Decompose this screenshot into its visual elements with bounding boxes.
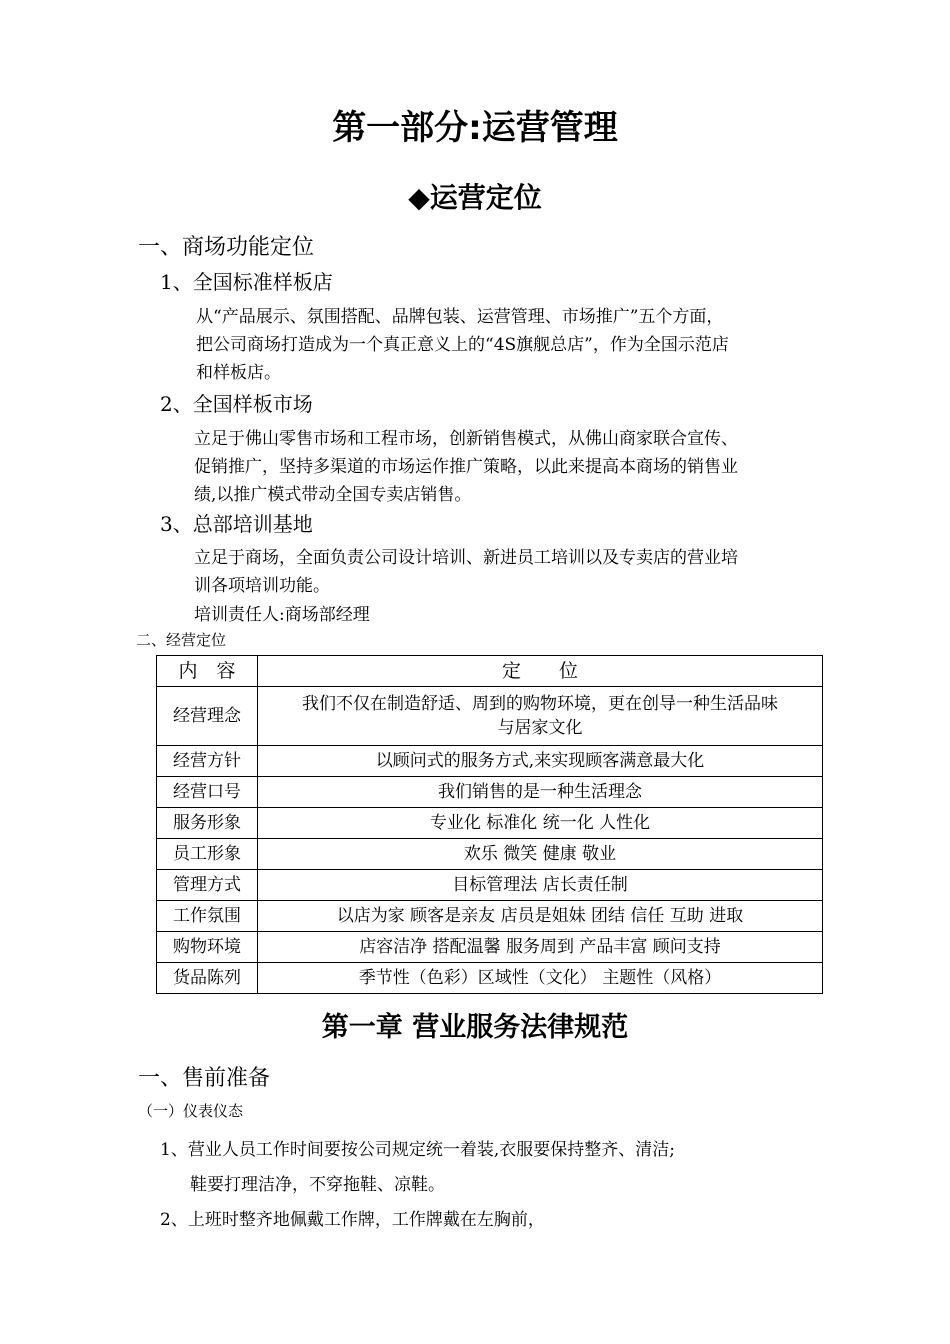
table-row <box>157 808 823 839</box>
table-header: 内 容 <box>157 656 258 687</box>
table-cell: 员工形象 <box>157 839 258 870</box>
section-title: ◆运营定位 <box>408 181 542 214</box>
text-line: 2、上班时整齐地佩戴工作牌，工作牌戴在左胸前， <box>160 1210 545 1230</box>
table-cell: 经营方针 <box>157 746 258 777</box>
heading-business-positioning: 二、经营定位 <box>136 631 227 649</box>
table-cell: 管理方式 <box>157 870 258 901</box>
table-cell: 购物环境 <box>157 932 258 963</box>
table-row <box>157 963 823 994</box>
cell-line: 我们不仅在制造舒适、周到的购物环境，更在创导一种生活品味 <box>302 694 778 714</box>
table-cell: 店容洁净 搭配温馨 服务周到 产品丰富 顾问支持 <box>258 932 823 963</box>
table-row <box>157 687 823 746</box>
table-cell: 经营理念 <box>157 687 258 746</box>
chapter-title: 第一章 营业服务法律规范 <box>321 1012 629 1043</box>
table-cell: 以顾问式的服务方式,来实现顾客满意最大化 <box>258 746 823 777</box>
table-cell: 目标管理法 店长责任制 <box>258 870 823 901</box>
table-header: 定 位 <box>258 656 823 687</box>
table-row <box>157 901 823 932</box>
item-heading-3: 3、总部培训基地 <box>160 512 313 536</box>
table-cell: 货品陈列 <box>157 963 258 994</box>
text-line: 和样板店。 <box>196 363 281 383</box>
text-line: 促销推广，坚持多渠道的市场运作推广策略，以此来提高本商场的销售业 <box>194 457 738 477</box>
table-cell: 季节性（色彩）区域性（文化） 主题性（风格） <box>258 963 823 994</box>
item-heading-1: 1、全国标准样板店 <box>160 270 333 294</box>
table-cell: 工作氛围 <box>157 901 258 932</box>
table-row <box>157 777 823 808</box>
text-line: 把公司商场打造成为一个真正意义上的“4S旗舰总店”，作为全国示范店 <box>196 335 729 355</box>
page-title: 第一部分:运营管理 <box>332 108 618 148</box>
table-row <box>157 932 823 963</box>
table-row <box>157 746 823 777</box>
table-row <box>157 870 823 901</box>
text-line: 1、营业人员工作时间要按公司规定统一着装,衣服要保持整齐、清洁; <box>160 1140 675 1160</box>
table-cell: 欢乐 微笑 健康 敬业 <box>258 839 823 870</box>
text-line: 立足于商场，全面负责公司设计培训、新进员工培训以及专卖店的营业培 <box>194 548 738 568</box>
table-cell <box>258 687 823 746</box>
item-heading-2: 2、全国样板市场 <box>160 392 313 416</box>
text-line: 绩,以推广模式带动全国专卖店销售。 <box>194 485 472 505</box>
table-cell: 服务形象 <box>157 808 258 839</box>
table-cell: 以店为家 顾客是亲友 店员是姐妹 团结 信任 互助 进取 <box>258 901 823 932</box>
heading-store-function: 一、商场功能定位 <box>138 235 315 260</box>
table-cell: 经营口号 <box>157 777 258 808</box>
text-line: 立足于佛山零售市场和工程市场，创新销售模式，从佛山商家联合宣传、 <box>194 429 738 449</box>
heading-pre-sale: 一、售前准备 <box>138 1066 271 1091</box>
subheading-appearance: （一）仪表仪态 <box>138 1102 244 1120</box>
positioning-table <box>156 655 823 994</box>
text-line: 从“产品展示、氛围搭配、品牌包装、运营管理、市场推广”五个方面， <box>196 307 724 327</box>
text-line: 训各项培训功能。 <box>194 576 330 596</box>
cell-line: 与居家文化 <box>497 718 583 738</box>
table-header-row <box>157 656 823 687</box>
table-cell: 专业化 标准化 统一化 人性化 <box>258 808 823 839</box>
table-row <box>157 839 823 870</box>
text-line: 培训责任人:商场部经理 <box>194 605 370 625</box>
table-cell: 我们销售的是一种生活理念 <box>258 777 823 808</box>
text-line: 鞋要打理洁净，不穿拖鞋、凉鞋。 <box>190 1175 445 1195</box>
